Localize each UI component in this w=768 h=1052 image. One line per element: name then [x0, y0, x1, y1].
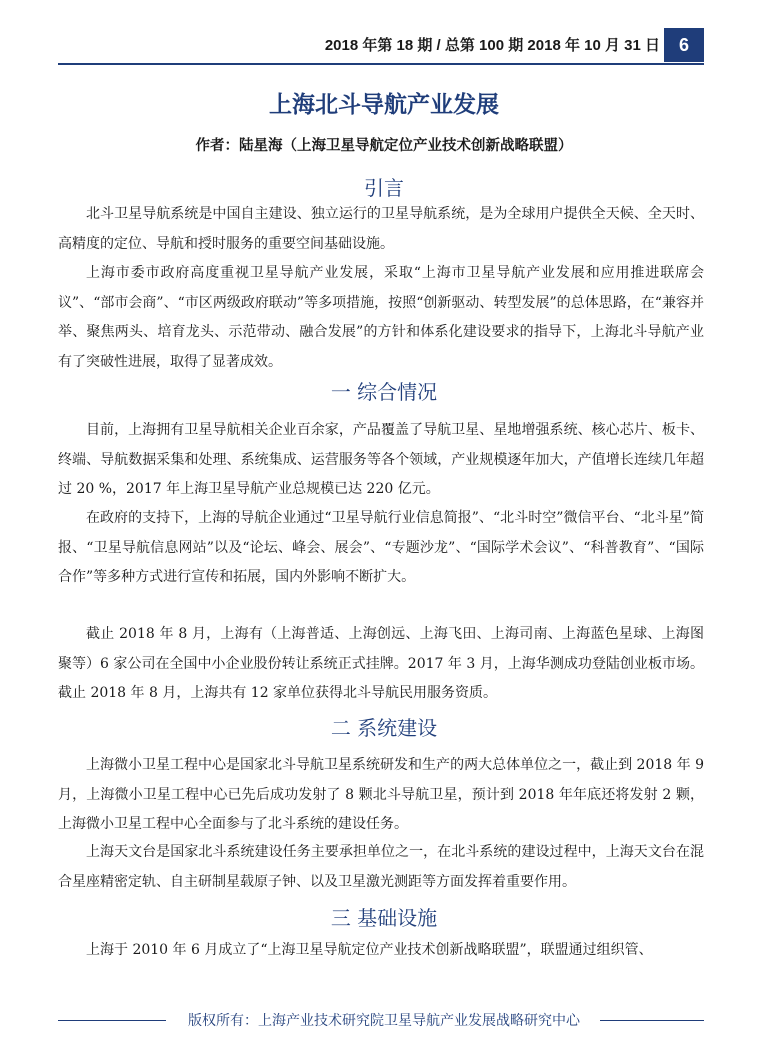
- header-rule: [58, 63, 704, 65]
- issue-line: 2018 年第 18 期 / 总第 100 期 2018 年 10 月 31 日: [324, 37, 660, 54]
- section-heading-infrastructure: 三 基础设施: [330, 906, 438, 930]
- section-heading-intro: 引言: [364, 176, 404, 200]
- page-footer: [0, 1010, 768, 1030]
- footer-copyright: 版权所有：上海产业技术研究院卫星导航产业发展战略研究中心: [188, 1013, 580, 1029]
- section-heading-system: 二 系统建设: [330, 716, 438, 740]
- page-header: [0, 26, 768, 66]
- page-number-badge: 6: [664, 28, 704, 62]
- paragraph-overview-1: 目前，上海拥有卫星导航相关企业百余家，产品覆盖了导航卫星、星地增强系统、核心芯片、板卡、终端、导航数据采集和处理、系统集成、运营服务等各个领域，产业规模逐年加大，产值增长连续几年超过 20 %，2017 年上海卫星导航产业总规模已达 220 亿元。: [58, 422, 704, 497]
- footer-rule-right: [600, 1020, 704, 1021]
- section-heading-overview: 一 综合情况: [330, 380, 438, 404]
- paragraph-intro-1: 北斗卫星导航系统是中国自主建设、独立运行的卫星导航系统，是为全球用户提供全天候、全天时、高精度的定位、导航和授时服务的重要空间基础设施。: [58, 206, 704, 252]
- paragraph-intro-2: 上海市委市政府高度重视卫星导航产业发展，采取“上海市卫星导航产业发展和应用推进联席会议”、“部市会商”、“市区两级政府联动”等多项措施，按照“创新驱动、转型发展”的总体思路，在“兼容并举、聚焦两头、培育龙头、示范带动、融合发展”的方针和体系化建设要求的指导下，上海北斗导航产业有了突破性进展，取得了显著成效。: [58, 265, 704, 370]
- paragraph-infrastructure-1: 上海于 2010 年 6 月成立了“上海卫星导航定位产业技术创新战略联盟”，联盟通过组织管、: [86, 942, 653, 958]
- paragraph-overview-2: 在政府的支持下，上海的导航企业通过“卫星导航行业信息简报”、“北斗时空”微信平台、“北斗星”简报、“卫星导航信息网站”以及“论坛、峰会、展会”、“专题沙龙”、“国际学术会议”、“科普教育”、“国际合作”等多种方式进行宣传和拓展，国内外影响不断扩大。: [58, 510, 704, 585]
- article-title: 上海北斗导航产业发展: [269, 92, 499, 118]
- paragraph-system-2: 上海天文台是国家北斗系统建设任务主要承担单位之一，在北斗系统的建设过程中，上海天文台在混合星座精密定轨、自主研制星载原子钟、以及卫星激光测距等方面发挥着重要作用。: [58, 844, 704, 890]
- paragraph-system-1: 上海微小卫星工程中心是国家北斗导航卫星系统研发和生产的两大总体单位之一，截止到 2018 年 9 月，上海微小卫星工程中心已先后成功发射了 8 颗北斗导航卫星，预计到 2018 年年底还将发射 2 颗，上海微小卫星工程中心全面参与了北斗系统的建设任务。: [58, 757, 704, 832]
- paragraph-overview-3: 截止 2018 年 8 月，上海有（上海普适、上海创远、上海飞田、上海司南、上海蓝色星球、上海图聚等）6 家公司在全国中小企业股份转让系统正式挂牌。2017 年 3 月，上海华测成功登陆创业板市场。截止 2018 年 8 月，上海共有 12 家单位获得北斗导航民用服务资质。: [58, 626, 704, 701]
- article-author: 作者：陆星海（上海卫星导航定位产业技术创新战略联盟）: [195, 137, 573, 154]
- footer-rule-left: [58, 1020, 166, 1021]
